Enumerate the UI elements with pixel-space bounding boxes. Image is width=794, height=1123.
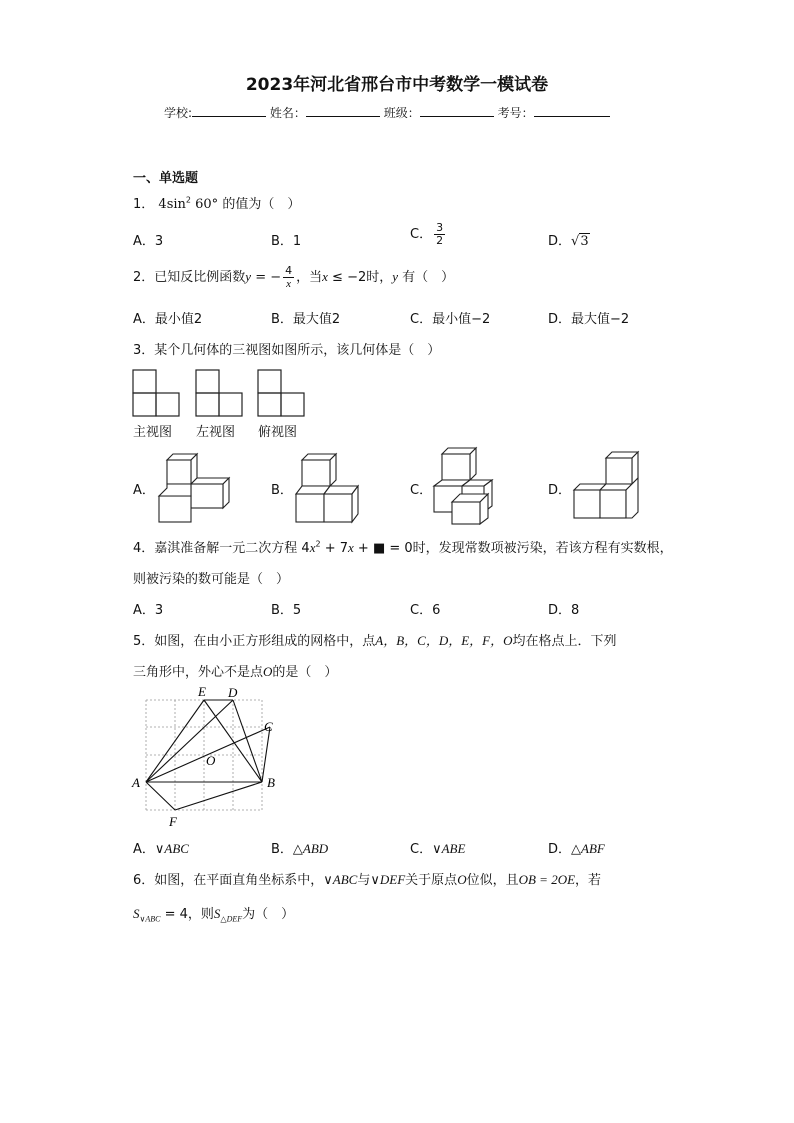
question-1-stem xyxy=(133,193,300,212)
q5-option-c[interactable] xyxy=(410,838,465,857)
q4-x1: x xyxy=(309,540,316,555)
q5-line1-pre: 5．如图，在由小正方形组成的网格中，点 xyxy=(133,634,376,649)
q3-option-b-label[interactable]: B． xyxy=(271,483,293,498)
q2-fraction xyxy=(283,265,294,290)
question-4-line2: 则被污染的数可能是（ ） xyxy=(133,572,290,587)
q6-s2: S xyxy=(213,906,221,921)
q6-o: O xyxy=(457,872,467,887)
name-blank[interactable] xyxy=(306,104,380,117)
q5-c-triangle: ∨ABE xyxy=(432,841,466,856)
q6-s: S xyxy=(133,906,140,921)
q6-t2: ∨DEF xyxy=(370,872,406,887)
q2-eq: = − xyxy=(251,270,282,285)
front-view xyxy=(133,370,179,416)
class-blank[interactable] xyxy=(420,104,494,117)
caption-left-view: 左视图 xyxy=(196,425,236,440)
q4-option-c[interactable]: C．6 xyxy=(410,603,441,618)
q2-cond: ≤ −2时， xyxy=(327,270,393,285)
q3-option-a-label[interactable]: A． xyxy=(133,483,155,498)
student-info-line xyxy=(164,104,610,121)
q2-option-c[interactable]: C．最小值−2 xyxy=(410,312,491,327)
point-a-label: A xyxy=(132,775,140,790)
q6-with: 与 xyxy=(357,873,371,888)
q5-b-triangle: △ABD xyxy=(292,841,329,856)
point-f-label: F xyxy=(169,814,177,829)
q1-option-b[interactable]: B．1 xyxy=(271,234,302,249)
q6-ratio: OB = 2OE xyxy=(518,872,576,887)
sqrt-icon: √ xyxy=(571,234,580,249)
q2-option-d[interactable]: D．最大值−2 xyxy=(548,312,630,327)
q5-d-label: D． xyxy=(548,842,572,857)
q3-option-d-label[interactable]: D． xyxy=(548,483,572,498)
q6-pre: 6．如图，在平面直角坐标系中， xyxy=(133,873,324,888)
q2-option-b[interactable]: B．最大值2 xyxy=(271,312,341,327)
q2-tail: 有（ ） xyxy=(398,270,455,285)
q3-option-c-label[interactable]: C． xyxy=(410,483,433,498)
q1-option-d[interactable] xyxy=(548,230,590,249)
point-e-label: E xyxy=(198,684,206,699)
q1-option-a[interactable]: A．3 xyxy=(133,234,164,249)
q1-number: 1． xyxy=(133,197,155,212)
q5-b-label: B． xyxy=(271,842,293,857)
q2-option-a[interactable]: A．最小值2 xyxy=(133,312,203,327)
q6-s-val: = 4 xyxy=(160,907,188,922)
q6-s-sub1: ∨ABC xyxy=(139,914,161,924)
q3-option-a-figure[interactable] xyxy=(157,452,237,524)
q6-tail: ，若 xyxy=(575,873,602,888)
school-label: 学校: xyxy=(164,106,193,120)
q6-mid: 关于原点 xyxy=(405,873,458,888)
q4-sup: 2 xyxy=(315,539,321,549)
q1-stem-tail: 的值为（ ） xyxy=(222,197,301,212)
q5-line2-pre: 三角形中，外心不是点 xyxy=(133,665,264,680)
q1-expr-coef: 4sin xyxy=(158,197,186,212)
q6-ask: 为（ ） xyxy=(242,907,295,922)
point-c-label: C xyxy=(264,719,273,734)
q5-a-triangle: ∨ABC xyxy=(154,841,189,856)
q4-mid: + 7 xyxy=(320,541,348,556)
q1-expr-deg: 60° xyxy=(195,197,219,212)
id-label: 考号： xyxy=(497,106,534,120)
q1-c-numerator: 3 xyxy=(436,221,444,234)
page-title: 2023年河北省邢台市中考数学一模试卷 xyxy=(245,75,549,95)
left-view xyxy=(196,370,242,416)
q1-expr-sup: 2 xyxy=(185,195,191,205)
q5-line2-tail: 的是（ ） xyxy=(272,665,338,680)
q4-x2: x xyxy=(348,540,354,555)
q3-option-c-figure[interactable] xyxy=(432,446,512,526)
q2-f-num: 4 xyxy=(285,264,293,277)
question-6-stem xyxy=(133,869,601,888)
q5-option-d[interactable] xyxy=(548,838,605,857)
id-blank[interactable] xyxy=(534,104,610,117)
question-2-stem xyxy=(133,265,454,290)
school-blank[interactable] xyxy=(192,104,266,117)
point-b-label: B xyxy=(267,775,275,790)
q2-mid: ，当 xyxy=(296,270,323,285)
q4-pre: 4．嘉淇准备解一元二次方程 4 xyxy=(133,541,310,556)
q5-option-b[interactable] xyxy=(271,838,328,857)
grid-lines xyxy=(146,700,262,810)
q6-s-sub2: △DEF xyxy=(220,914,243,924)
q5-a-label: A． xyxy=(133,842,155,857)
q2-y: y xyxy=(245,269,252,284)
q4-option-b[interactable]: B．5 xyxy=(271,603,302,618)
question-6-line2 xyxy=(133,903,294,924)
q5-points: A，B，C，D，E，F，O xyxy=(375,633,513,648)
point-o-label: O xyxy=(206,753,216,768)
q2-pre: 2．已知反比例函数 xyxy=(133,270,246,285)
question-5-line2 xyxy=(133,661,337,680)
q1-c-denominator: 2 xyxy=(436,234,444,247)
q1-option-c-label: C． xyxy=(410,227,433,242)
q1-option-c-fraction xyxy=(434,222,445,247)
caption-top-view: 俯视图 xyxy=(258,425,298,440)
question-5-stem xyxy=(133,630,617,649)
q5-c-label: C． xyxy=(410,842,433,857)
q5-o: O xyxy=(263,664,273,679)
q4-option-a[interactable]: A．3 xyxy=(133,603,164,618)
section-title: 一、单选题 xyxy=(133,171,199,186)
q5-line1-tail: 均在格点上．下列 xyxy=(512,634,617,649)
q6-then: ，则 xyxy=(187,907,214,922)
q3-option-b-figure[interactable] xyxy=(294,452,374,524)
q1-d-radicand: 3 xyxy=(580,234,589,249)
q1-option-c[interactable] xyxy=(410,222,447,247)
q5-grid-figure xyxy=(130,683,290,833)
q2-cond-x: x xyxy=(322,269,328,284)
q2-f-den: x xyxy=(286,278,292,290)
q6-t1: ∨ABC xyxy=(323,872,358,887)
q5-d-triangle: △ABF xyxy=(571,841,605,856)
point-d-label: D xyxy=(228,685,238,700)
caption-front-view: 主视图 xyxy=(133,425,173,440)
name-label: 姓名： xyxy=(269,106,306,120)
q3-option-d-figure[interactable] xyxy=(572,450,652,522)
q4-option-d[interactable]: D．8 xyxy=(548,603,580,618)
q6-mid2: 位似，且 xyxy=(466,873,519,888)
three-views-figure xyxy=(133,370,313,420)
class-label: 班级： xyxy=(383,106,420,120)
question-4-stem xyxy=(133,537,673,556)
q4-tail: + ■ = 0时，发现常数项被污染，若该方程有实数根， xyxy=(353,541,673,556)
question-3-stem: 3．某个几何体的三视图如图所示，该几何体是（ ） xyxy=(133,343,441,358)
top-view xyxy=(258,370,304,416)
q1-option-d-label: D． xyxy=(548,234,572,249)
q2-y2: y xyxy=(392,269,399,284)
q5-option-a[interactable] xyxy=(133,838,189,857)
